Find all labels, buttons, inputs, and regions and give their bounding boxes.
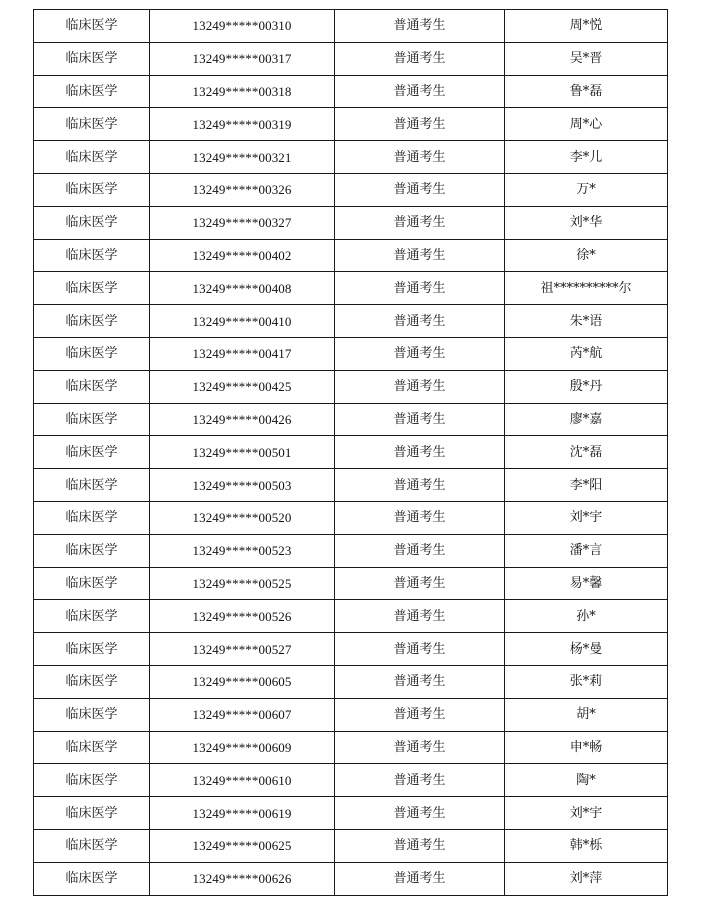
table-row (34, 567, 668, 600)
candidate-type-cell: 普通考生 (335, 403, 505, 436)
candidate-name-cell: 易*馨 (505, 567, 668, 600)
candidate-id-cell: 13249*****00607 (150, 698, 335, 731)
candidate-type-cell: 普通考生 (335, 272, 505, 305)
candidate-name-cell: 刘*萍 (505, 862, 668, 895)
major-cell: 临床医学 (34, 567, 150, 600)
candidate-type-cell: 普通考生 (335, 436, 505, 469)
candidate-id-cell: 13249*****00310 (150, 10, 335, 43)
candidate-id-cell: 13249*****00417 (150, 337, 335, 370)
candidate-id-cell: 13249*****00326 (150, 173, 335, 206)
candidate-id-cell: 13249*****00527 (150, 633, 335, 666)
table-row (34, 239, 668, 272)
candidate-name-cell: 殷*丹 (505, 370, 668, 403)
candidate-type-cell: 普通考生 (335, 173, 505, 206)
candidate-id-cell: 13249*****00327 (150, 206, 335, 239)
candidate-id-cell: 13249*****00408 (150, 272, 335, 305)
document-page (33, 9, 667, 896)
candidate-name-cell: 万* (505, 173, 668, 206)
candidate-id-cell: 13249*****00317 (150, 42, 335, 75)
candidate-table (33, 9, 668, 896)
major-cell: 临床医学 (34, 797, 150, 830)
candidate-name-cell: 刘*华 (505, 206, 668, 239)
major-cell: 临床医学 (34, 829, 150, 862)
candidate-id-cell: 13249*****00318 (150, 75, 335, 108)
candidate-id-cell: 13249*****00523 (150, 534, 335, 567)
candidate-type-cell: 普通考生 (335, 567, 505, 600)
table-row (34, 108, 668, 141)
candidate-id-cell: 13249*****00520 (150, 501, 335, 534)
candidate-id-cell: 13249*****00626 (150, 862, 335, 895)
candidate-id-cell: 13249*****00609 (150, 731, 335, 764)
candidate-name-cell: 周*心 (505, 108, 668, 141)
major-cell: 临床医学 (34, 239, 150, 272)
candidate-name-cell: 李*儿 (505, 141, 668, 174)
major-cell: 临床医学 (34, 534, 150, 567)
table-row (34, 141, 668, 174)
candidate-name-cell: 李*阳 (505, 469, 668, 502)
table-row (34, 698, 668, 731)
major-cell: 临床医学 (34, 75, 150, 108)
candidate-type-cell: 普通考生 (335, 633, 505, 666)
candidate-name-cell: 孙* (505, 600, 668, 633)
major-cell: 临床医学 (34, 42, 150, 75)
table-row (34, 600, 668, 633)
candidate-name-cell: 朱*语 (505, 305, 668, 338)
candidate-id-cell: 13249*****00319 (150, 108, 335, 141)
table-row (34, 436, 668, 469)
candidate-id-cell: 13249*****00625 (150, 829, 335, 862)
candidate-id-cell: 13249*****00410 (150, 305, 335, 338)
candidate-name-cell: 申*畅 (505, 731, 668, 764)
candidate-name-cell: 芮*航 (505, 337, 668, 370)
candidate-type-cell: 普通考生 (335, 797, 505, 830)
candidate-id-cell: 13249*****00425 (150, 370, 335, 403)
major-cell: 临床医学 (34, 731, 150, 764)
major-cell: 临床医学 (34, 370, 150, 403)
major-cell: 临床医学 (34, 469, 150, 502)
major-cell: 临床医学 (34, 501, 150, 534)
major-cell: 临床医学 (34, 665, 150, 698)
major-cell: 临床医学 (34, 173, 150, 206)
table-row (34, 370, 668, 403)
candidate-name-cell: 刘*宇 (505, 501, 668, 534)
candidate-id-cell: 13249*****00503 (150, 469, 335, 502)
candidate-type-cell: 普通考生 (335, 764, 505, 797)
table-row (34, 469, 668, 502)
major-cell: 临床医学 (34, 206, 150, 239)
table-row (34, 305, 668, 338)
candidate-type-cell: 普通考生 (335, 501, 505, 534)
candidate-type-cell: 普通考生 (335, 829, 505, 862)
candidate-type-cell: 普通考生 (335, 206, 505, 239)
candidate-type-cell: 普通考生 (335, 731, 505, 764)
candidate-name-cell: 徐* (505, 239, 668, 272)
candidate-type-cell: 普通考生 (335, 108, 505, 141)
candidate-type-cell: 普通考生 (335, 862, 505, 895)
table-row (34, 501, 668, 534)
candidate-name-cell: 沈*磊 (505, 436, 668, 469)
table-row (34, 829, 668, 862)
candidate-name-cell: 韩*栎 (505, 829, 668, 862)
candidate-type-cell: 普通考生 (335, 600, 505, 633)
table-row (34, 75, 668, 108)
candidate-id-cell: 13249*****00426 (150, 403, 335, 436)
candidate-name-cell: 吴*晋 (505, 42, 668, 75)
candidate-id-cell: 13249*****00526 (150, 600, 335, 633)
major-cell: 临床医学 (34, 272, 150, 305)
table-row (34, 10, 668, 43)
candidate-type-cell: 普通考生 (335, 239, 505, 272)
major-cell: 临床医学 (34, 862, 150, 895)
candidate-type-cell: 普通考生 (335, 698, 505, 731)
candidate-name-cell: 潘*言 (505, 534, 668, 567)
candidate-type-cell: 普通考生 (335, 469, 505, 502)
major-cell: 临床医学 (34, 633, 150, 666)
major-cell: 临床医学 (34, 141, 150, 174)
table-row (34, 797, 668, 830)
major-cell: 临床医学 (34, 337, 150, 370)
table-row (34, 862, 668, 895)
candidate-type-cell: 普通考生 (335, 42, 505, 75)
table-row (34, 42, 668, 75)
major-cell: 临床医学 (34, 436, 150, 469)
candidate-type-cell: 普通考生 (335, 10, 505, 43)
table-row (34, 665, 668, 698)
candidate-type-cell: 普通考生 (335, 665, 505, 698)
candidate-id-cell: 13249*****00605 (150, 665, 335, 698)
major-cell: 临床医学 (34, 600, 150, 633)
candidate-name-cell: 廖*嘉 (505, 403, 668, 436)
candidate-name-cell: 刘*宇 (505, 797, 668, 830)
candidate-type-cell: 普通考生 (335, 370, 505, 403)
table-row (34, 173, 668, 206)
candidate-name-cell: 祖**********尔 (505, 272, 668, 305)
table-row (34, 272, 668, 305)
major-cell: 临床医学 (34, 10, 150, 43)
candidate-name-cell: 鲁*磊 (505, 75, 668, 108)
candidate-name-cell: 陶* (505, 764, 668, 797)
table-row (34, 403, 668, 436)
candidate-id-cell: 13249*****00525 (150, 567, 335, 600)
table-row (34, 534, 668, 567)
table-row (34, 337, 668, 370)
major-cell: 临床医学 (34, 698, 150, 731)
major-cell: 临床医学 (34, 305, 150, 338)
candidate-type-cell: 普通考生 (335, 337, 505, 370)
table-row (34, 633, 668, 666)
major-cell: 临床医学 (34, 108, 150, 141)
candidate-name-cell: 杨*曼 (505, 633, 668, 666)
table-row (34, 206, 668, 239)
candidate-id-cell: 13249*****00501 (150, 436, 335, 469)
table-row (34, 764, 668, 797)
candidate-type-cell: 普通考生 (335, 305, 505, 338)
candidate-type-cell: 普通考生 (335, 75, 505, 108)
candidate-id-cell: 13249*****00610 (150, 764, 335, 797)
major-cell: 临床医学 (34, 764, 150, 797)
candidate-id-cell: 13249*****00321 (150, 141, 335, 174)
candidate-name-cell: 周*悦 (505, 10, 668, 43)
major-cell: 临床医学 (34, 403, 150, 436)
candidate-id-cell: 13249*****00619 (150, 797, 335, 830)
candidate-type-cell: 普通考生 (335, 534, 505, 567)
candidate-id-cell: 13249*****00402 (150, 239, 335, 272)
candidate-name-cell: 张*莉 (505, 665, 668, 698)
candidate-type-cell: 普通考生 (335, 141, 505, 174)
candidate-table-body (34, 10, 668, 896)
table-row (34, 731, 668, 764)
candidate-name-cell: 胡* (505, 698, 668, 731)
